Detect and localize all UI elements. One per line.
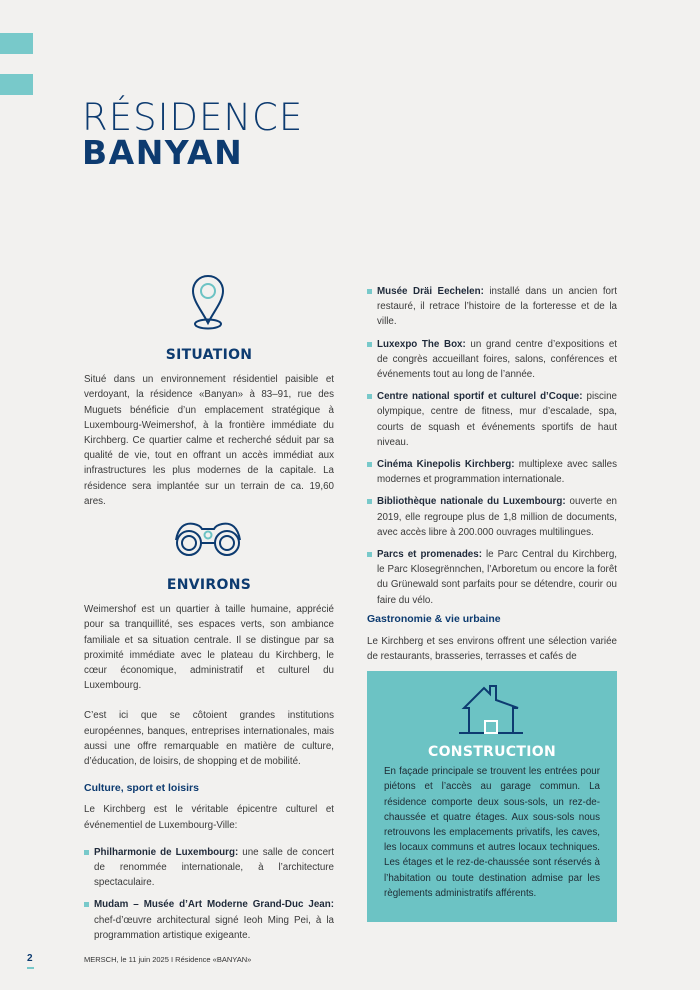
gastronomie-heading: Gastronomie & vie urbaine <box>367 613 501 626</box>
list-item: Mudam – Musée d’Art Moderne Grand-Duc Jean: chef-d’œuvre architectural signé Ieoh Ming Pei, à la programmation artistique exigeante. <box>84 897 334 943</box>
construction-text: En façade principale se trouvent les entrées pour piétons et l’accès au garage commun. La résidence comporte deux sous-sols, un rez-de-chaussée et quatre étages. Aux sous-sols nous retrouvons les emplacements privatifs, les caves, les locaux communs et autres locaux techniques. Les étages et le rez-de-chaussée sont réservés à l’habitation ou toute destination admise par les règlements administratifs afférents. <box>384 766 600 899</box>
culture-heading: Culture, sport et loisirs <box>84 782 199 795</box>
page-title-line1: RÉSIDENCE <box>82 96 304 139</box>
decorative-tab <box>0 33 33 54</box>
binoculars-icon <box>172 518 244 558</box>
gastronomie-text: Le Kirchberg et ses environs offrent une sélection variée de restaurants, brasseries, terrasses et cafés de <box>367 635 617 662</box>
decorative-tab <box>0 74 33 95</box>
environs-paragraph: C’est ici que se côtoient grandes institutions européennes, banques, entreprises internationales, mais aussi une offre remarquable en matière de culture, d’éducation, de loisirs, de shopping et de mobilité. <box>84 710 334 768</box>
list-item: Cinéma Kinepolis Kirchberg: multiplexe avec salles modernes et programmation internationale. <box>367 457 617 487</box>
list-item: Parcs et promenades: le Parc Central du Kirchberg, le Parc Klosegrënnchen, l’Arboretum ou encore la forêt du Grünewald sont parfaits pour se détendre, courir ou faire du vélo. <box>367 547 617 608</box>
list-item: Bibliothèque nationale du Luxembourg: ouverte en 2019, elle regroupe plus de 1,8 million de documents, avec accès libre à 200.000 ouvrages multilingues. <box>367 494 617 540</box>
footer-text: MERSCH, le 11 juin 2025 I Résidence «BANYAN» <box>84 955 252 964</box>
situation-text: Situé dans un environnement résidentiel paisible et verdoyant, la résidence «Banyan» à 83–91, rue des Muguets bénéficie d’un emplacement stratégique à Luxembourg-Weimershof, à la frontière immédiate du Kirchberg. Ce quartier calme et recherché séduit par sa qualité de vie, tout en offrant un accès immédiat aux infrastructures les plus modernes de la capitale. La résidence sera implantée sur un terrain de ca. 19,60 ares. <box>84 374 334 507</box>
construction-heading: CONSTRUCTION <box>428 744 556 760</box>
list-item: Luxexpo The Box: un grand centre d’expositions et de congrès accueillant foires, salons, conférences et événements tout au long de l’année. <box>367 337 617 383</box>
culture-intro: Le Kirchberg est le véritable épicentre culturel et événementiel de Luxembourg-Ville: <box>84 804 334 831</box>
construction-box <box>367 671 617 922</box>
list-item: Musée Dräi Eechelen: installé dans un ancien fort restauré, il retrace l’histoire de la forteresse et de la ville. <box>367 284 617 330</box>
page-number: 2 <box>27 953 33 964</box>
situation-heading: SITUATION <box>165 347 253 363</box>
environs-heading: ENVIRONS <box>166 577 252 593</box>
map-pin-icon <box>190 274 226 332</box>
list-item: Philharmonie de Luxembourg: une salle de concert de renommée internationale, à l’architecture spectaculaire. <box>84 845 334 891</box>
list-item: Centre national sportif et culturel d’Coque: piscine olympique, centre de fitness, mur d’escalade, spa, courts de squash et événements sportifs de haut niveau. <box>367 389 617 450</box>
environs-paragraph: Weimershof est un quartier à taille humaine, apprécié pour sa tranquillité, ses espaces verts, son ambiance familiale et sa situation centrale. Il se distingue par sa proximité immédiate avec le plateau du Kirchberg, le cœur économique, administratif et culturel du Luxembourg. <box>84 604 334 692</box>
house-icon <box>459 683 523 735</box>
page-title-line2: BANYAN <box>82 133 244 172</box>
